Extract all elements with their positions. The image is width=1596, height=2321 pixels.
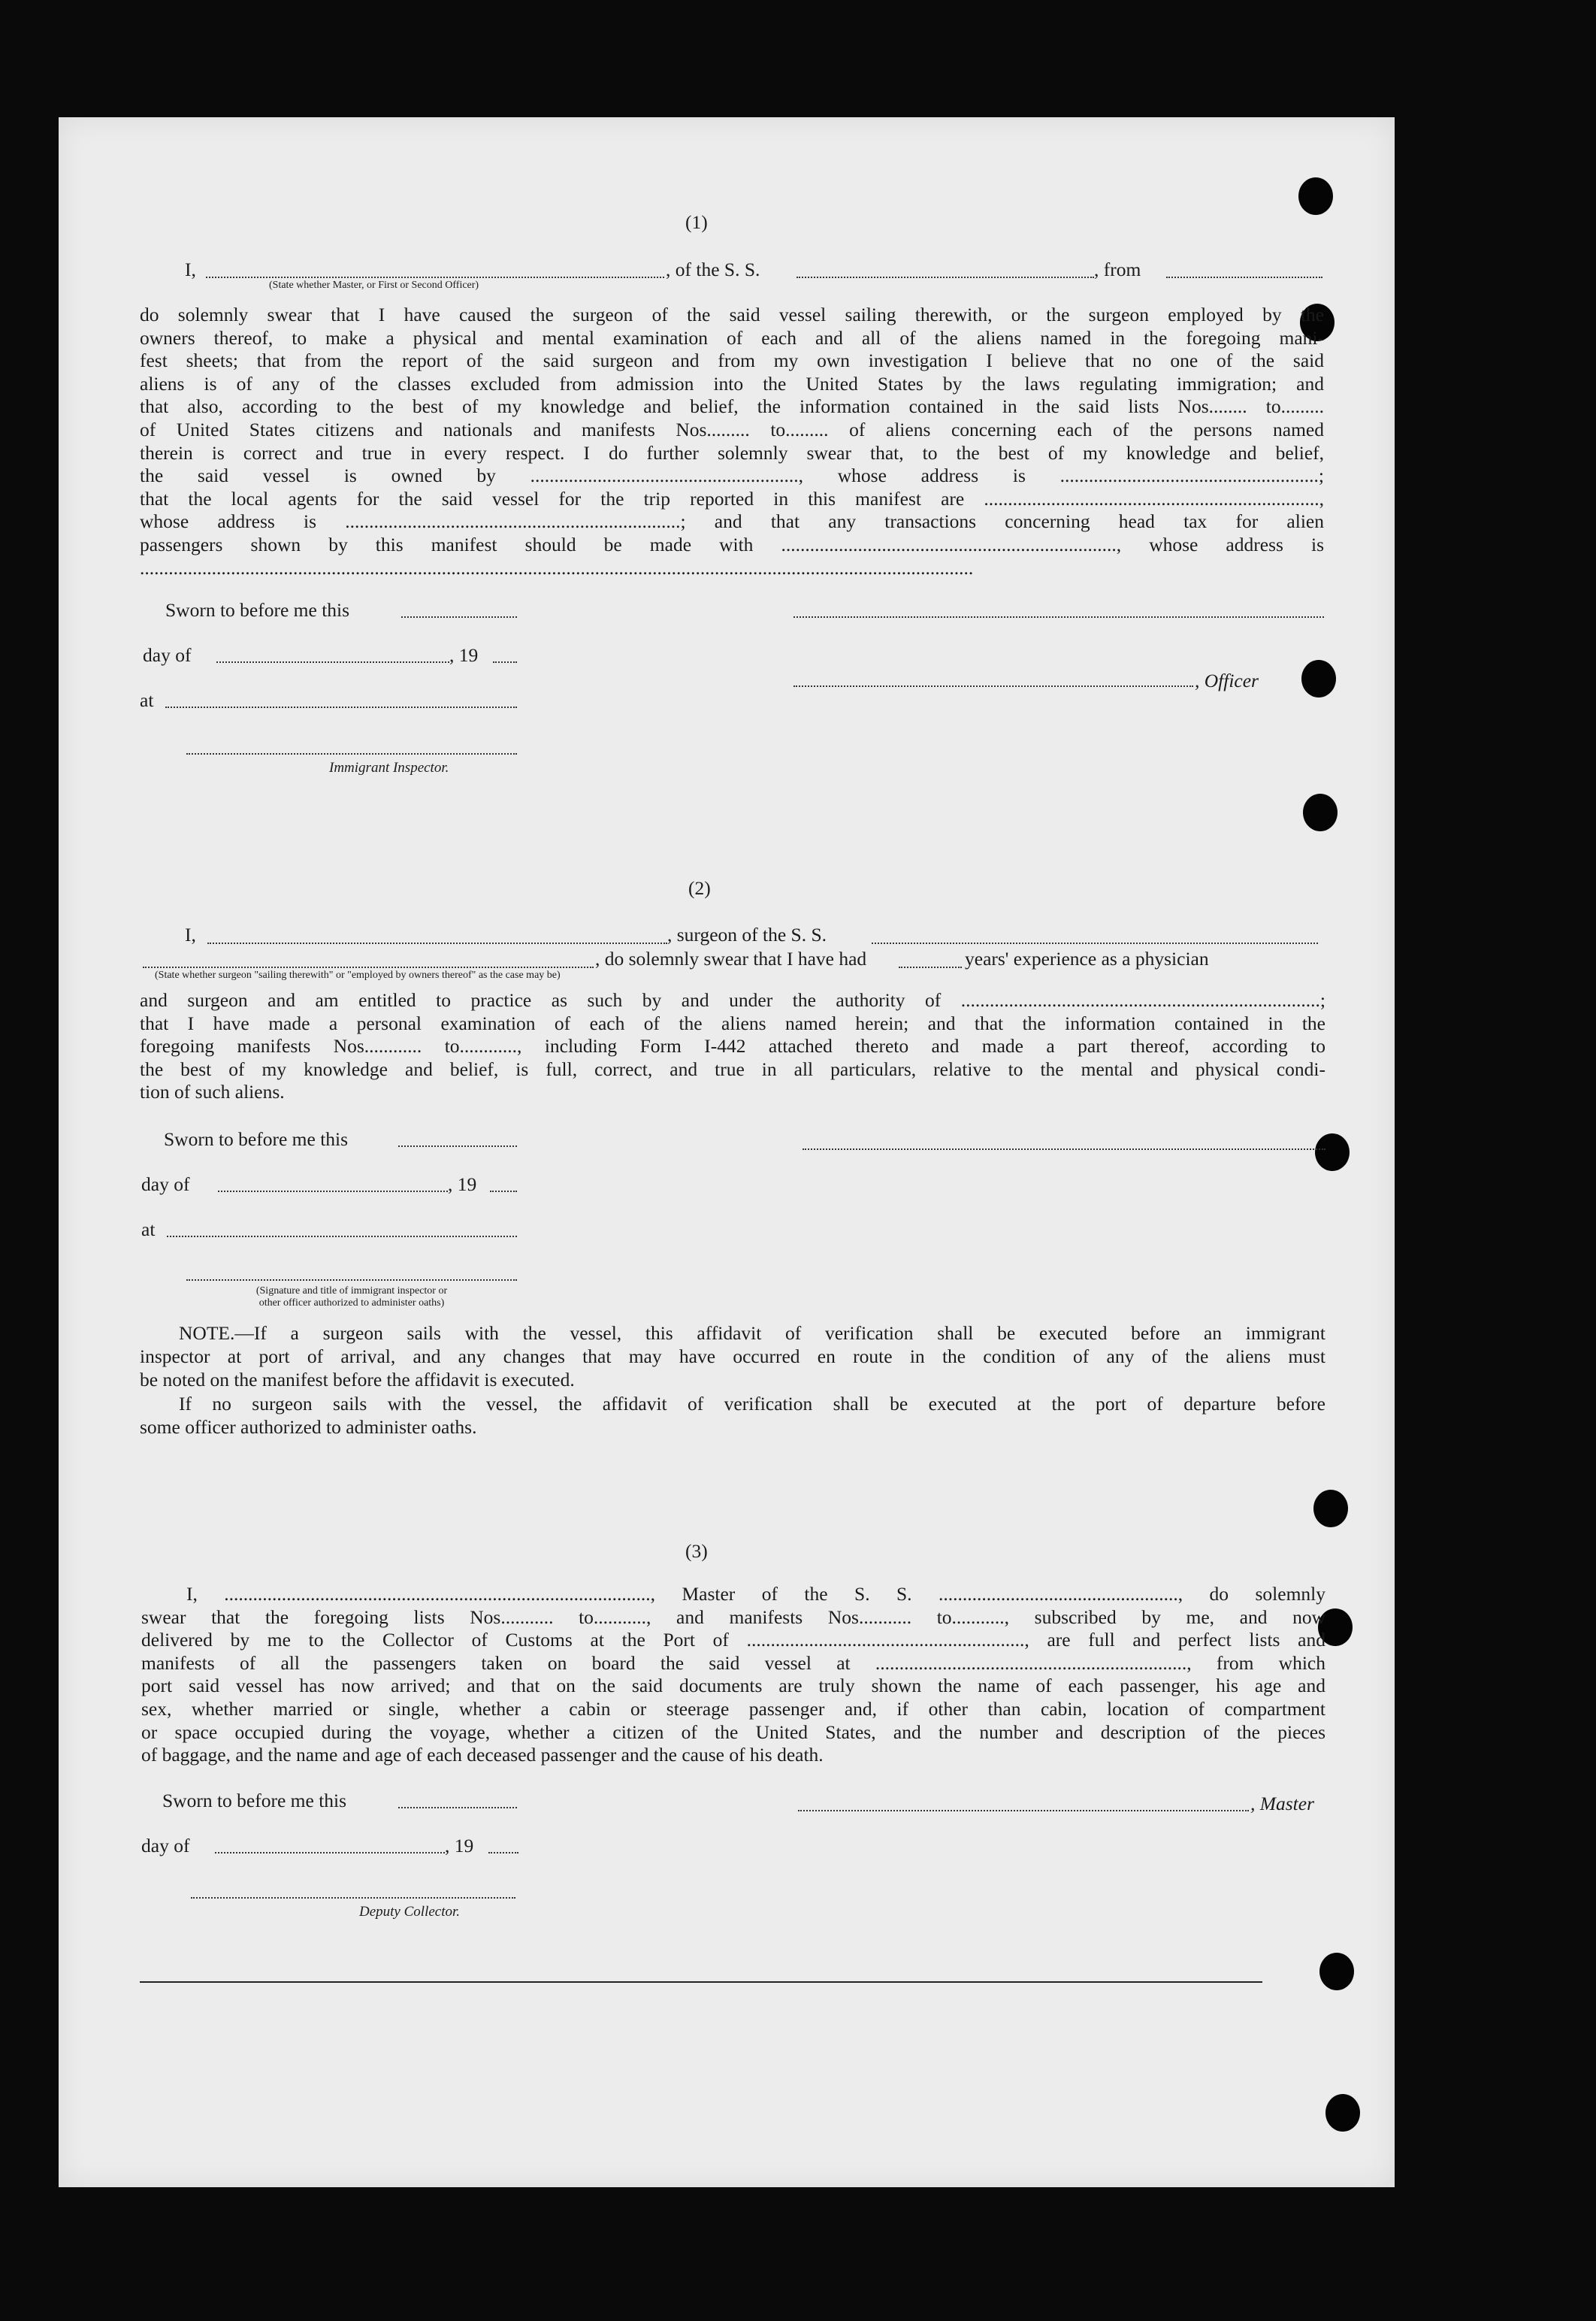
administering-officer-signature-field xyxy=(186,1279,517,1281)
punch-hole xyxy=(1298,177,1333,215)
oath-line: and surgeon and am entitled to practice as such by and under the authority of ...........................................................................; xyxy=(140,989,1325,1011)
officer-title-field xyxy=(793,685,1193,687)
oath-line: foregoing manifests Nos............ to............, including Form I-442 attached thereto and made a part thereof, according to xyxy=(140,1035,1325,1058)
year-label: , 19 xyxy=(448,1173,477,1195)
at-field xyxy=(165,707,517,708)
section-number: (3) xyxy=(685,1540,708,1562)
signature-caption-line: other officer authorized to administer oaths) xyxy=(258,1297,445,1309)
year-label: , 19 xyxy=(445,1835,474,1856)
section1-oath-text xyxy=(140,304,1324,579)
sworn-label: Sworn to before me this xyxy=(162,1790,347,1811)
years-field xyxy=(899,967,962,968)
oath-line: .............................................................................................................................................................................. xyxy=(140,556,974,579)
section3-oath-text xyxy=(141,1583,1325,1767)
year-field xyxy=(490,1191,517,1192)
from-label: , from xyxy=(1094,259,1141,280)
at-label: at xyxy=(141,1218,156,1240)
oath-line: whose address is ......................................................................; and that any transactions concerning head tax for alien xyxy=(140,510,1324,533)
deputy-collector-signature-field xyxy=(191,1897,515,1899)
year-field xyxy=(488,1852,518,1853)
punch-hole xyxy=(1325,2094,1360,2132)
sworn-date-field xyxy=(398,1807,517,1808)
sworn-label: Sworn to before me this xyxy=(165,599,350,621)
surgeon-of-label: , surgeon of the S. S. xyxy=(667,924,827,946)
officer-caption: (State whether Master, or First or Second Officer) xyxy=(269,280,479,291)
oath-line: or space occupied during the voyage, whether a citizen of the United States, and the number and description of the pieces xyxy=(141,1720,1325,1743)
at-field xyxy=(167,1236,517,1237)
sworn-date-field xyxy=(401,616,517,618)
surgeon-signature-field xyxy=(803,1148,1325,1150)
oath-line: of United States citizens and nationals and manifests Nos......... to......... of aliens concerning each of the persons named xyxy=(140,418,1324,440)
oath-line: sex, whether married or single, whether a cabin or steerage passenger and, if other than cabin, location of compartment xyxy=(141,1697,1325,1720)
oath-line: tion of such aliens. xyxy=(140,1081,285,1103)
sworn-date-field xyxy=(398,1145,517,1147)
master-line-prefix: I, xyxy=(185,259,196,280)
oath-line: that also, according to the best of my knowledge and belief, the information contained in the said lists Nos........ to......... xyxy=(140,395,1324,418)
no-surgeon-note xyxy=(140,1392,1325,1439)
day-of-field xyxy=(216,661,449,663)
oath-line: the best of my knowledge and belief, is full, correct, and true in all particulars, relative to the mental and physical condi- xyxy=(140,1058,1325,1080)
oath-line: the said vessel is owned by ........................................................, whose address is ......................................................; xyxy=(140,465,1324,487)
note-line: If no surgeon sails with the vessel, the affidavit of verification shall be executed at the port of departure before xyxy=(179,1393,1325,1415)
vessel-name-field xyxy=(796,277,1094,278)
punch-hole xyxy=(1319,1953,1354,1990)
document-page xyxy=(59,117,1395,2187)
year-field xyxy=(493,661,517,663)
day-of-label: day of xyxy=(141,1173,190,1195)
day-of-label: day of xyxy=(141,1835,190,1856)
punch-hole xyxy=(1315,1133,1350,1171)
section-number: (2) xyxy=(688,877,711,899)
oath-line: aliens is of any of the classes excluded from admission into the United States by the laws regulating immigration; and xyxy=(140,372,1324,395)
master-label: , Master xyxy=(1250,1793,1314,1814)
day-of-field xyxy=(218,1191,448,1192)
oath-line: of baggage, and the name and age of each deceased passenger and the cause of his death. xyxy=(141,1744,824,1766)
deputy-collector-label: Deputy Collector. xyxy=(359,1904,461,1920)
do-solemnly-label: , do solemnly swear that I have had xyxy=(595,948,867,970)
punch-hole xyxy=(1313,1490,1348,1527)
oath-line: manifests of all the passengers taken on board the said vessel at ................................................................., from which xyxy=(141,1651,1325,1674)
punch-hole xyxy=(1301,660,1336,698)
year-label: , 19 xyxy=(449,644,479,666)
section-number: (1) xyxy=(685,211,708,233)
oath-line: therein is correct and true in every respect. I do further solemnly swear that, to the best of my knowledge and belief, xyxy=(140,441,1324,464)
oath-line: delivered by me to the Collector of Customs at the Port of .........................................................., are full and perfect lists and xyxy=(141,1629,1325,1651)
note-line: be noted on the manifest before the affidavit is executed. xyxy=(140,1369,575,1390)
at-label: at xyxy=(140,689,154,711)
surgeon-note xyxy=(140,1321,1325,1391)
inspector-label: Immigrant Inspector. xyxy=(329,760,449,776)
oath-line: passengers shown by this manifest should be made with ......................................................................, whose address is xyxy=(140,533,1324,555)
oath-line: owners thereof, to make a physical and mental examination of each and all of the aliens named in the foregoing mani- xyxy=(140,326,1324,349)
surgeon-vessel-field xyxy=(872,943,1318,944)
officer-signature-field xyxy=(793,616,1324,618)
day-of-label: day of xyxy=(143,644,192,666)
oath-line: that the local agents for the said vessel for the trip reported in this manifest are ......................................................................, xyxy=(140,487,1324,510)
officer-label: , Officer xyxy=(1195,670,1259,691)
oath-line: I, ........................................................................................., Master of the S. S. .................................................., do solemnly xyxy=(186,1583,1325,1605)
oath-line: port said vessel has now arrived; and that on the said documents are truly shown the name of each passenger, his age and xyxy=(141,1675,1325,1697)
oath-line: fest sheets; that from the report of the said surgeon and from my own investigation I believe that no one of the said xyxy=(140,350,1324,372)
day-of-field xyxy=(215,1852,445,1853)
surgeon-line-prefix: I, xyxy=(185,924,196,946)
sworn-label: Sworn to before me this xyxy=(164,1128,349,1150)
oath-line: swear that the foregoing lists Nos........... to..........., and manifests Nos........... to..........., subscribed by me, and now xyxy=(141,1605,1325,1628)
note-line: some officer authorized to administer oaths. xyxy=(140,1416,477,1438)
oath-line: that I have made a personal examination of each of the aliens named herein; and that the information contained in the xyxy=(140,1012,1325,1034)
master-signature-field xyxy=(798,1810,1249,1811)
note-line: inspector at port of arrival, and any changes that may have occurred en route in the condition of any of the aliens must xyxy=(140,1345,1325,1367)
master-name-field xyxy=(206,277,664,278)
from-port-field xyxy=(1166,277,1322,278)
punch-hole xyxy=(1303,794,1338,831)
years-experience-label: years' experience as a physician xyxy=(965,948,1209,970)
surgeon-caption: (State whether surgeon "sailing therewith" or "employed by owners thereof" as the case may be) xyxy=(155,970,561,981)
note-line: NOTE.—If a surgeon sails with the vessel, this affidavit of verification shall be executed before an immigrant xyxy=(179,1322,1325,1344)
oath-line: do solemnly swear that I have caused the surgeon of the said vessel sailing therewith, or the surgeon employed by the xyxy=(140,304,1324,325)
surgeon-type-field xyxy=(143,967,594,968)
bottom-rule xyxy=(140,1981,1262,1983)
surgeon-name-field xyxy=(207,943,667,944)
signature-caption-line: (Signature and title of immigrant inspector or xyxy=(255,1285,448,1297)
section2-oath-text xyxy=(140,989,1325,1104)
of-the-ss-label: , of the S. S. xyxy=(666,259,760,280)
inspector-signature-field xyxy=(186,753,517,755)
